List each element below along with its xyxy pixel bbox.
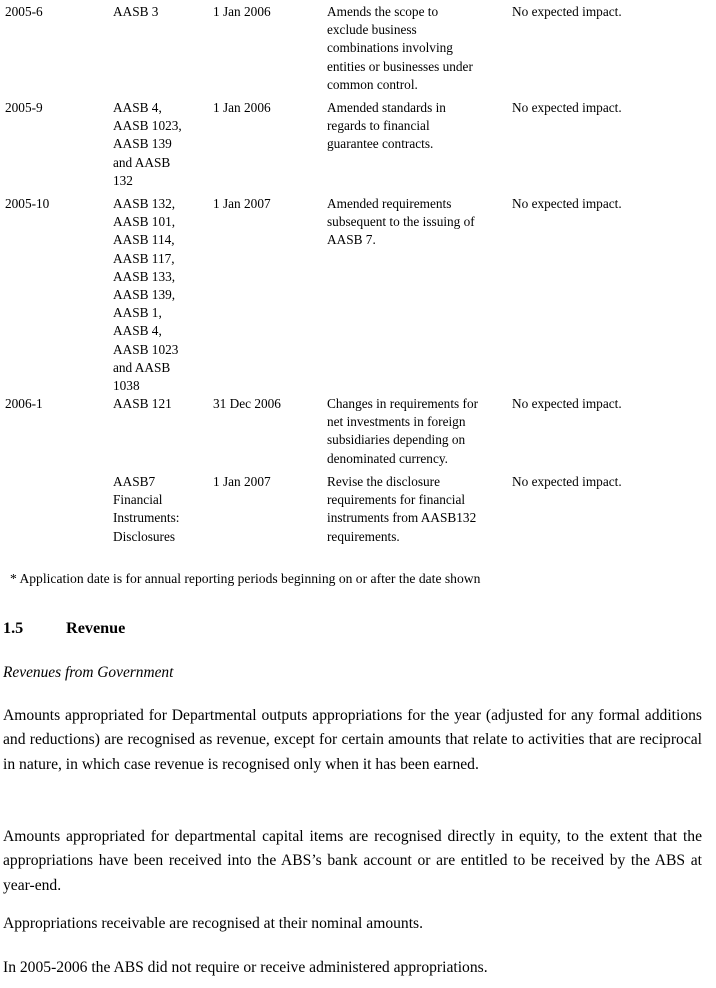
paragraph-appropriations-receivable: Appropriations receivable are recognised at their nominal amounts.	[3, 915, 424, 932]
impact-text: No expected impact.	[512, 100, 622, 115]
paragraph-capital-items: Amounts appropriated for departmental capital items are recognised directly in equity, to the extent that the appropriations have been received into the ABS’s bank account or are entitled to be received by the ABS at year-end.	[3, 828, 702, 894]
reference-text: 2006-1	[5, 396, 43, 411]
impact-text: No expected impact.	[512, 474, 622, 489]
standard-line: AASB 117,	[113, 250, 175, 266]
application-date-text: 31 Dec 2006	[213, 396, 281, 411]
application-date-text: 1 Jan 2007	[213, 474, 271, 489]
standard-line: AASB7	[113, 474, 156, 489]
nature-line: net investments in foreign	[327, 414, 466, 430]
cell-standards	[113, 99, 209, 190]
nature-line: Amended requirements	[327, 196, 452, 211]
nature-line: requirements.	[327, 528, 400, 544]
standard-line: 132	[113, 172, 133, 188]
nature-line: denominated currency.	[327, 450, 448, 466]
cell-nature	[327, 3, 509, 94]
standard-line: AASB 4,	[113, 100, 162, 115]
cell-impact	[512, 473, 712, 491]
cell-nature	[327, 195, 509, 250]
standard-line: and AASB	[113, 359, 171, 375]
standard-line: AASB 114,	[113, 232, 175, 248]
cell-application-date	[213, 473, 323, 491]
standard-line: AASB 1,	[113, 305, 162, 321]
cell-application-date	[213, 195, 323, 213]
standard-line: AASB 4,	[113, 323, 162, 339]
cell-nature	[327, 99, 509, 154]
cell-application-date	[213, 99, 323, 117]
cell-standards	[113, 395, 209, 413]
standard-line: AASB 1023,	[113, 118, 182, 134]
standard-line: AASB 3	[113, 4, 159, 19]
standard-line: Financial	[113, 492, 163, 508]
standard-line: AASB 121	[113, 396, 172, 411]
cell-impact	[512, 395, 712, 413]
paragraph-administered-appropriations: In 2005-2006 the ABS did not require or receive administered appropriations.	[3, 959, 488, 976]
nature-line: Changes in requirements for	[327, 396, 479, 411]
nature-line: subsequent to the issuing of	[327, 214, 475, 230]
section-heading	[3, 618, 403, 638]
nature-line: instruments from AASB132	[327, 510, 477, 526]
paragraph-departmental-outputs: Amounts appropriated for Departmental outputs appropriations for the year (adjusted for any formal additions and reductions) are recognised as revenue, except for certain amounts that relate to activities that are reciprocal in nature, in which case revenue is recognised only when it has been earned.	[3, 707, 702, 773]
nature-line: Amended standards in	[327, 100, 446, 115]
cell-impact	[512, 99, 712, 117]
cell-application-date	[213, 395, 323, 413]
cell-reference	[5, 3, 110, 21]
standard-line: AASB 101,	[113, 214, 176, 230]
table-footnote: * Application date is for annual reporting periods beginning on or after the date shown	[10, 571, 481, 586]
reference-text: 2005-10	[5, 196, 50, 211]
standard-line: AASB 139,	[113, 287, 176, 303]
nature-line: entities or businesses under	[327, 58, 473, 74]
application-date-text: 1 Jan 2006	[213, 100, 271, 115]
impact-text: No expected impact.	[512, 196, 622, 211]
standard-line: AASB 132,	[113, 196, 176, 211]
nature-line: subsidiaries depending on	[327, 432, 466, 448]
cell-reference	[5, 395, 110, 413]
nature-line: combinations involving	[327, 40, 453, 56]
application-date-text: 1 Jan 2007	[213, 196, 271, 211]
cell-standards	[113, 473, 209, 546]
reference-text: 2005-6	[5, 4, 43, 19]
nature-line: regards to financial	[327, 118, 430, 134]
nature-line: Amends the scope to	[327, 4, 439, 19]
standard-line: AASB 133,	[113, 268, 176, 284]
subheading-revenues-from-government: Revenues from Government	[3, 664, 174, 681]
nature-line: common control.	[327, 76, 418, 92]
cell-impact	[512, 3, 712, 21]
cell-nature	[327, 473, 509, 546]
section-title: Revenue	[66, 619, 126, 637]
nature-line: exclude business	[327, 22, 417, 38]
standard-line: and AASB	[113, 154, 171, 170]
section-number: 1.5	[3, 619, 24, 637]
nature-line: AASB 7.	[327, 232, 376, 248]
standard-line: AASB 1023	[113, 341, 179, 357]
cell-reference	[5, 195, 110, 213]
cell-standards	[113, 3, 209, 21]
impact-text: No expected impact.	[512, 396, 622, 411]
standard-line: 1038	[113, 378, 140, 394]
standard-line: AASB 139	[113, 136, 172, 152]
cell-standards	[113, 195, 209, 395]
impact-text: No expected impact.	[512, 4, 622, 19]
reference-text: 2005-9	[5, 100, 43, 115]
cell-application-date	[213, 3, 323, 21]
nature-line: requirements for financial	[327, 492, 466, 508]
cell-nature	[327, 395, 509, 468]
standard-line: Disclosures	[113, 528, 176, 544]
cell-impact	[512, 195, 712, 213]
nature-line: guarantee contracts.	[327, 136, 434, 152]
standard-line: Instruments:	[113, 510, 180, 526]
cell-reference	[5, 99, 110, 117]
application-date-text: 1 Jan 2006	[213, 4, 271, 19]
nature-line: Revise the disclosure	[327, 474, 440, 489]
